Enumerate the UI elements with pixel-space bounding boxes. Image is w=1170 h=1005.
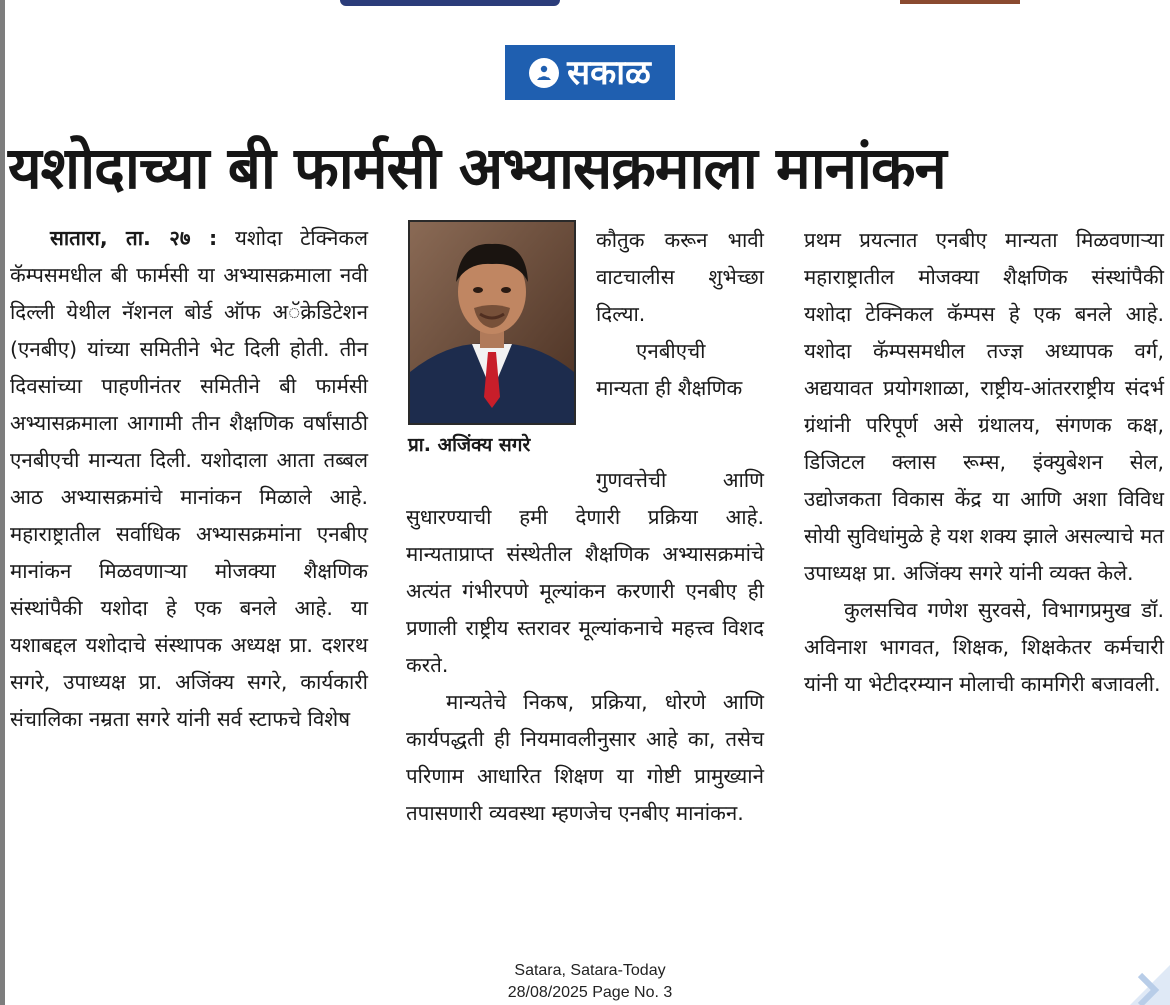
page-left-border (0, 0, 5, 1005)
column-3-paragraph-1: प्रथम प्रयत्नात एनबीए मान्यता मिळवणाऱ्या महाराष्ट्रातील मोजक्या शैक्षणिक संस्थांपैकी यशोदा टेक्निकल कॅम्पस हे एक बनले आहे. यशोदा कॅम्पसमधील तज्ज्ञ अध्यापक वर्ग, अद्ययावत प्रयोगशाळा, राष्ट्रीय-आंतरराष्ट्रीय संदर्भ ग्रंथांनी परिपूर्ण असे ग्रंथालय, संगणक कक्ष, डिजिटल क्लास रूम्स, इंक्युबेशन सेल, उद्योजकता विकास केंद्र या आणि अशा विविध सोयी सुविधांमुळे हे यश शक्य झाले असल्याचे मत उपाध्यक्ष प्रा. अजिंक्य सगरे यांनी व्यक्त केले. (804, 228, 1164, 585)
column-3-paragraph-2: कुलसचिव गणेश सुरवसे, विभागप्रमुख डॉ. अविनाश भागवत, शिक्षक, शिक्षकेतर कर्मचारी यांनी या भेटीदरम्यान मोलाची कामगिरी बजावली. (804, 598, 1164, 696)
article-headline: यशोदाच्या बी फार्मसी अभ्यासक्रमाला मानांकन (8, 134, 946, 202)
source-footer (440, 960, 740, 1004)
article-column-2-top (596, 222, 764, 407)
cropped-graphic-1 (340, 0, 560, 6)
footer-date-page-line: 28/08/2025 Page No. 3 (507, 984, 673, 1001)
footer-source-line: Satara, Satara-Today (514, 962, 666, 979)
cropped-top-strip (300, 0, 920, 6)
photo-caption: प्रा. अजिंक्य सगरे (408, 434, 531, 456)
article-column-1 (10, 220, 368, 738)
column-1-text: यशोदा टेक्निकल कॅम्पसमधील बी फार्मसी या अभ्यासक्रमाला नवी दिल्ली येथील नॅशनल बोर्ड ऑफ अॅक्रेडिटेशन (एनबीए) यांच्या समितीने भेट दिली होती. तीन दिवसांच्या पाहणीनंतर समितीने बी फार्मसी अभ्यासक्रमाला आगामी तीन शैक्षणिक वर्षांसाठी एनबीएची मान्यता दिली. यशोदाला आता तब्बल आठ अभ्यासक्रमांचे मानांकन मिळाले आहे. महाराष्ट्रातील सर्वाधिक अभ्यासक्रमांना एनबीए मानांकन मिळवणाऱ्या मोजक्या शैक्षणिक संस्थांपैकी यशोदा हे एक बनले आहे. या यशाबद्दल यशोदाचे संस्थापक अध्यक्ष प्रा. दशरथ सगरे, उपाध्यक्ष प्रा. अजिंक्य सगरे, कार्यकारी संचालिका नम्रता सगरे यांनी सर्व स्टाफचे विशेष (10, 226, 368, 731)
newspaper-masthead-logo (505, 45, 675, 100)
masthead-logo-text: सकाळ (567, 52, 651, 93)
column-2-bottom-paragraph-2: मान्यतेचे निकष, प्रक्रिया, धोरणे आणि कार्यपद्धती ही नियमावलीनुसार आहे का, तसेच परिणाम आधारित शिक्षण या गोष्टी प्रामुख्याने तपासणारी व्यवस्था म्हणजेच एनबीए मानांकन. (406, 690, 764, 825)
column-2-top-paragraph-1: कौतुक करून भावी वाटचालीस शुभेच्छा दिल्या. (596, 228, 764, 326)
portrait-photo (408, 220, 576, 425)
article-column-2-bottom (406, 462, 764, 832)
cropped-graphic-2 (900, 0, 1020, 4)
sakal-emblem-icon (529, 58, 559, 88)
corner-watermark-icon (1100, 945, 1170, 1005)
article-dateline: सातारा, ता. २७ : (50, 226, 218, 250)
article-column-3 (804, 222, 1164, 703)
column-2-bottom-paragraph-1: गुणवत्तेची आणि सुधारण्याची हमी देणारी प्रक्रिया आहे. मान्यताप्राप्त संस्थेतील शैक्षणिक अभ्यासक्रमांचे अत्यंत गंभीरपणे मूल्यांकन करणारी एनबीए ही प्रणाली राष्ट्रीय स्तरावर मूल्यांकनाचे महत्त्व विशद करते. (406, 468, 764, 677)
column-2-top-paragraph-2: एनबीएची मान्यता ही शैक्षणिक (596, 339, 743, 400)
